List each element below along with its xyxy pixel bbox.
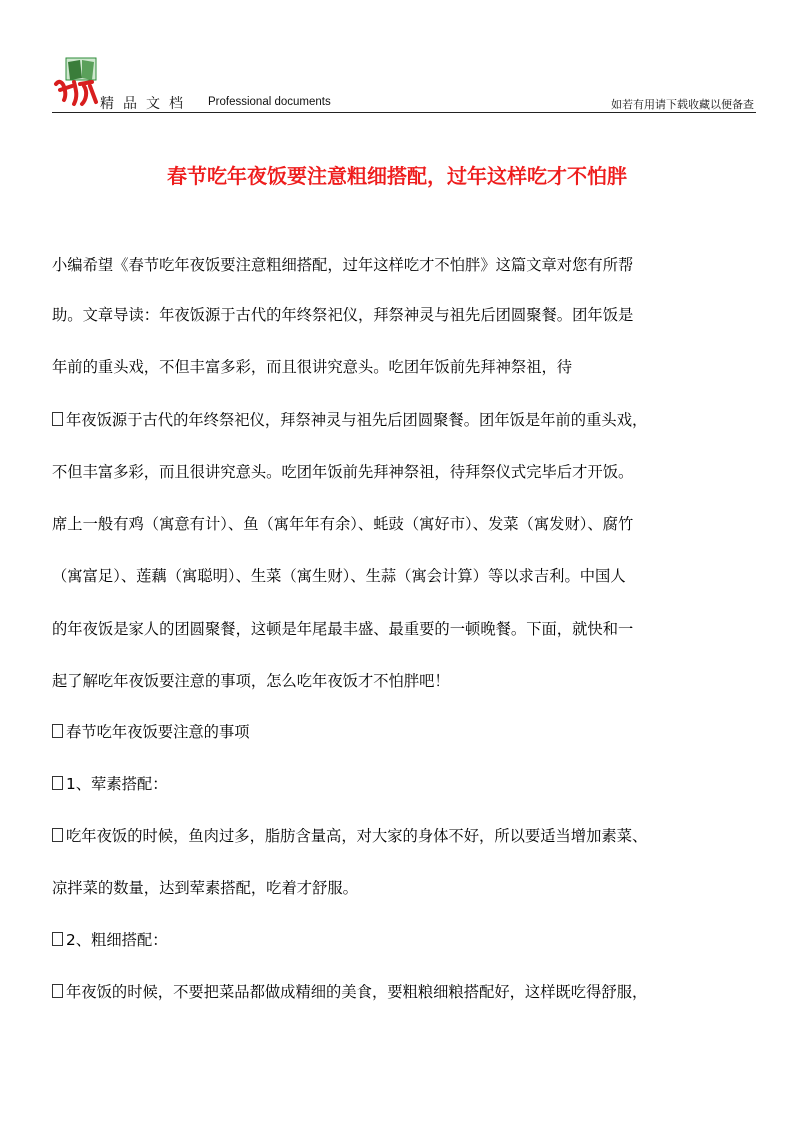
header-divider: [52, 112, 756, 113]
brand-chinese: 精品文档: [100, 96, 192, 112]
body-line-4: [52, 410, 647, 430]
missing-glyph-box: [52, 932, 63, 946]
page-header: [52, 56, 756, 112]
body-line-3: 年前的重头戏，不但丰富多彩，而且很讲究意头。吃团年饭前先拜神祭祖，待: [52, 358, 573, 376]
body-line-12-text: 年夜饭的时候，不要把菜品都做成精细的美食，要粗粮细粮搭配好，这样既吃得舒服，: [66, 983, 648, 1001]
body-line-4-text: 年夜饭源于古代的年终祭祀仪，拜祭神灵与祖先后团圆聚餐。团年饭是年前的重头戏，: [66, 411, 648, 429]
subheading-2-text: 2、粗细搭配：: [66, 931, 168, 949]
subheading-1: [52, 774, 168, 794]
body-line-8: 的年夜饭是家人的团圆聚餐，这顿是年尾最丰盛、最重要的一顿晚餐。下面，就快和一: [52, 620, 634, 638]
header-note: 如若有用请下载收藏以便备查: [611, 98, 754, 111]
brand-english: Professional documents: [208, 96, 331, 108]
missing-glyph-box: [52, 828, 63, 842]
missing-glyph-box: [52, 984, 63, 998]
knowledge-logo-icon: [52, 56, 102, 108]
body-line-10: [52, 826, 647, 846]
body-line-1: 小编希望《春节吃年夜饭要注意粗细搭配，过年这样吃才不怕胖》这篇文章对您有所帮: [52, 256, 634, 274]
section-heading-text: 春节吃年夜饭要注意的事项: [66, 723, 250, 741]
missing-glyph-box: [52, 776, 63, 790]
section-heading: [52, 722, 250, 742]
subheading-2: [52, 930, 168, 950]
body-line-9: 起了解吃年夜饭要注意的事项，怎么吃年夜饭才不怕胖吧！: [52, 672, 450, 690]
body-line-12: [52, 982, 647, 1002]
missing-glyph-box: [52, 724, 63, 738]
body-line-6: 席上一般有鸡（寓意有计）、鱼（寓年年有余）、蚝豉（寓好市）、发菜（寓发财）、腐竹: [52, 515, 634, 533]
missing-glyph-box: [52, 412, 63, 426]
document-title: 春节吃年夜饭要注意粗细搭配，过年这样吃才不怕胖: [167, 164, 627, 188]
body-line-11: 凉拌菜的数量，达到荤素搭配，吃着才舒服。: [52, 879, 358, 897]
subheading-1-text: 1、荤素搭配：: [66, 775, 168, 793]
body-line-5: 不但丰富多彩，而且很讲究意头。吃团年饭前先拜神祭祖，待拜祭仪式完毕后才开饭。: [52, 463, 634, 481]
body-line-2: 助。文章导读：年夜饭源于古代的年终祭祀仪，拜祭神灵与祖先后团圆聚餐。团年饭是: [52, 306, 634, 324]
body-line-10-text: 吃年夜饭的时候，鱼肉过多，脂肪含量高，对大家的身体不好，所以要适当增加素菜、: [66, 827, 648, 845]
body-line-7: （寓富足）、莲藕（寓聪明）、生菜（寓生财）、生蒜（寓会计算）等以求吉利。中国人: [52, 567, 626, 585]
